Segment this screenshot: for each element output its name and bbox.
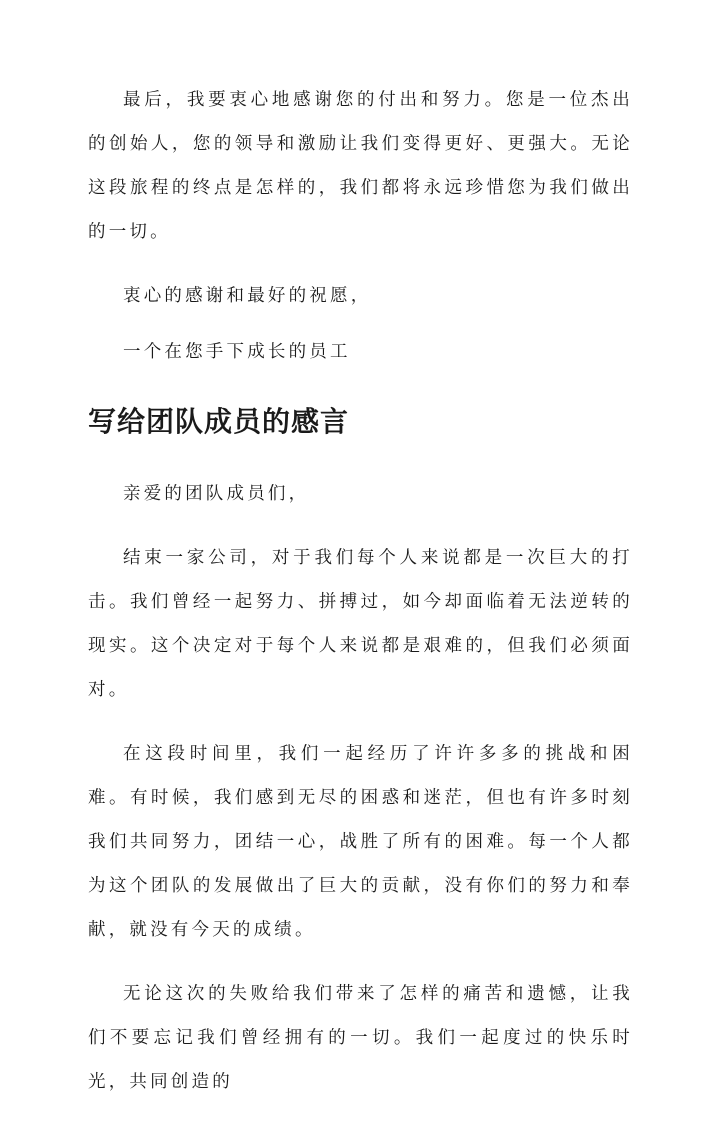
section-heading: 写给团队成员的感言 [88, 405, 350, 438]
document-page [88, 78, 633, 1124]
body-paragraph-1: 结束一家公司，对于我们每个人来说都是一次巨大的打击。我们曾经一起努力、拼搏过，如今却面临着无法逆转的现实。这个决定对于每个人来说都是艰难的，但我们必须面对。 [88, 548, 633, 700]
closing-signature: 一个在您手下成长的员工 [123, 342, 351, 362]
body-paragraph-3: 无论这次的失败给我们带来了怎样的痛苦和遗憾，让我们不要忘记我们曾经拥有的一切。我们一起度过的快乐时光，共同创造的 [88, 984, 633, 1092]
closing-paragraph: 最后，我要衷心地感谢您的付出和努力。您是一位杰出的创始人，您的领导和激励让我们变得更好、更强大。无论这段旅程的终点是怎样的，我们都将永远珍惜您为我们做出的一切。 [88, 90, 633, 242]
greeting-paragraph: 亲爱的团队成员们， [123, 484, 310, 504]
closing-wishes: 衷心的感谢和最好的祝愿， [123, 286, 372, 306]
body-paragraph-2: 在这段时间里，我们一起经历了许许多多的挑战和困难。有时候，我们感到无尽的困惑和迷茫，但也有许多时刻我们共同努力，团结一心，战胜了所有的困难。每一个人都为这个团队的发展做出了巨大的贡献，没有你们的努力和奉献，就没有今天的成绩。 [88, 744, 633, 940]
